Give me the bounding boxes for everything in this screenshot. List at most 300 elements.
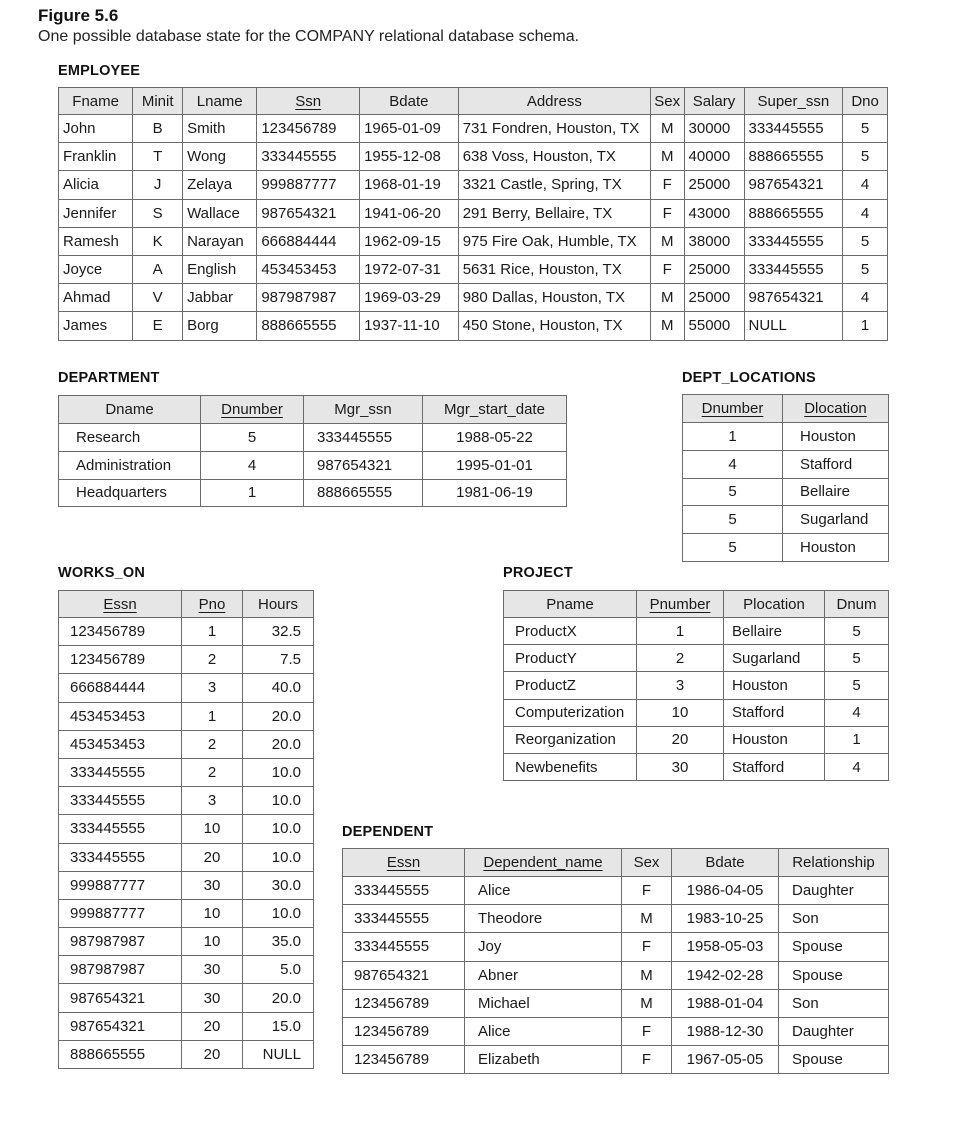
table-row: [59, 1012, 314, 1040]
table-cell: 1986-04-05: [672, 877, 779, 905]
table-cell: Spouse: [779, 961, 889, 989]
table-cell: NULL: [243, 1040, 314, 1068]
table-cell: V: [133, 284, 183, 312]
department-table: [58, 395, 567, 507]
table-cell: 5: [201, 424, 304, 452]
table-row: [59, 312, 888, 340]
figure-title: Figure 5.6: [38, 6, 119, 25]
table-cell: 453453453: [59, 730, 182, 758]
table-cell: 10.0: [243, 787, 314, 815]
dependent-col-sex: Sex: [622, 849, 672, 877]
table-cell: 2: [637, 645, 724, 672]
table-cell: 2: [182, 758, 243, 786]
table-cell: 35.0: [243, 928, 314, 956]
table-cell: Stafford: [724, 753, 825, 780]
employee-col-super-ssn: Super_ssn: [744, 88, 843, 115]
project-col-pnumber: Pnumber: [637, 591, 724, 618]
table-cell: 10: [182, 928, 243, 956]
table-cell: 987987987: [59, 956, 182, 984]
table-cell: 1967-05-05: [672, 1046, 779, 1074]
table-cell: F: [622, 933, 672, 961]
department-col-dname: Dname: [59, 396, 201, 424]
table-cell: 5: [825, 672, 889, 699]
employee-col-salary: Salary: [684, 88, 744, 115]
table-cell: 2: [182, 730, 243, 758]
employee-body: [59, 115, 888, 341]
table-row: [59, 171, 888, 199]
table-cell: 25000: [684, 171, 744, 199]
project-col-pname: Pname: [504, 591, 637, 618]
department-table-name: DEPARTMENT: [58, 370, 160, 386]
table-cell: 1962-09-15: [360, 227, 459, 255]
table-cell: 1983-10-25: [672, 905, 779, 933]
employee-col-ssn: Ssn: [257, 88, 360, 115]
table-row: [59, 115, 888, 143]
table-row: [59, 618, 314, 646]
table-cell: M: [650, 284, 684, 312]
table-cell: NULL: [744, 312, 843, 340]
table-cell: 3: [182, 674, 243, 702]
table-row: [59, 871, 314, 899]
table-cell: 55000: [684, 312, 744, 340]
table-cell: 1995-01-01: [423, 451, 567, 479]
table-cell: Franklin: [59, 143, 133, 171]
table-cell: 333445555: [343, 905, 465, 933]
table-cell: 40.0: [243, 674, 314, 702]
table-cell: 1965-01-09: [360, 115, 459, 143]
table-cell: 888665555: [59, 1040, 182, 1068]
table-cell: Administration: [59, 451, 201, 479]
table-cell: 666884444: [59, 674, 182, 702]
table-cell: Spouse: [779, 933, 889, 961]
table-cell: 1: [825, 726, 889, 753]
table-cell: Joyce: [59, 255, 133, 283]
table-cell: 3321 Castle, Spring, TX: [458, 171, 650, 199]
table-row: [343, 905, 889, 933]
table-cell: 20: [182, 1012, 243, 1040]
table-row: [59, 1040, 314, 1068]
department-col-mgr-ssn: Mgr_ssn: [304, 396, 423, 424]
table-cell: 999887777: [257, 171, 360, 199]
table-cell: English: [183, 255, 257, 283]
table-cell: 123456789: [59, 646, 182, 674]
table-row: [343, 1017, 889, 1045]
table-cell: Abner: [465, 961, 622, 989]
table-cell: M: [622, 989, 672, 1017]
table-cell: 987654321: [257, 199, 360, 227]
dept-locations-col-dnumber: Dnumber: [683, 395, 783, 423]
dependent-col-bdate: Bdate: [672, 849, 779, 877]
table-cell: 25000: [684, 255, 744, 283]
table-cell: Houston: [783, 534, 889, 562]
table-cell: F: [622, 1046, 672, 1074]
table-cell: 888665555: [304, 479, 423, 507]
table-row: [59, 284, 888, 312]
works-on-body: [59, 618, 314, 1069]
table-cell: Houston: [724, 726, 825, 753]
table-cell: 30: [182, 956, 243, 984]
dependent-col-relationship: Relationship: [779, 849, 889, 877]
table-cell: 5: [843, 255, 888, 283]
table-cell: 333445555: [257, 143, 360, 171]
table-row: [59, 674, 314, 702]
table-cell: F: [650, 255, 684, 283]
table-cell: 10.0: [243, 815, 314, 843]
table-cell: 999887777: [59, 871, 182, 899]
table-cell: M: [622, 905, 672, 933]
table-cell: K: [133, 227, 183, 255]
table-row: [59, 815, 314, 843]
table-cell: 5: [683, 534, 783, 562]
table-cell: 5: [843, 115, 888, 143]
table-cell: 25000: [684, 284, 744, 312]
table-row: [59, 451, 567, 479]
table-cell: 333445555: [343, 877, 465, 905]
table-row: [343, 877, 889, 905]
table-cell: 333445555: [744, 115, 843, 143]
table-cell: 5: [683, 478, 783, 506]
table-cell: Alicia: [59, 171, 133, 199]
table-row: [504, 645, 889, 672]
table-cell: 638 Voss, Houston, TX: [458, 143, 650, 171]
table-row: [683, 478, 889, 506]
table-row: [59, 730, 314, 758]
table-cell: Bellaire: [724, 618, 825, 645]
employee-col-lname: Lname: [183, 88, 257, 115]
table-cell: 453453453: [257, 255, 360, 283]
table-cell: Alice: [465, 1017, 622, 1045]
table-cell: 1955-12-08: [360, 143, 459, 171]
table-cell: Spouse: [779, 1046, 889, 1074]
table-cell: 1942-02-28: [672, 961, 779, 989]
dependent-col-dependent-name: Dependent_name: [465, 849, 622, 877]
table-cell: S: [133, 199, 183, 227]
project-body: [504, 618, 889, 781]
table-cell: F: [622, 877, 672, 905]
table-cell: 4: [843, 171, 888, 199]
table-row: [343, 989, 889, 1017]
table-cell: 1968-01-19: [360, 171, 459, 199]
table-cell: 888665555: [257, 312, 360, 340]
table-cell: James: [59, 312, 133, 340]
employee-table: [58, 87, 888, 341]
table-cell: 888665555: [744, 199, 843, 227]
table-row: [343, 961, 889, 989]
table-row: [343, 1046, 889, 1074]
works-on-col-hours: Hours: [243, 591, 314, 618]
table-cell: Zelaya: [183, 171, 257, 199]
table-cell: 1937-11-10: [360, 312, 459, 340]
table-cell: 987654321: [304, 451, 423, 479]
table-cell: Houston: [724, 672, 825, 699]
table-cell: 43000: [684, 199, 744, 227]
table-cell: Wallace: [183, 199, 257, 227]
figure-caption: One possible database state for the COMPANY relational database schema.: [38, 28, 580, 45]
table-cell: 1972-07-31: [360, 255, 459, 283]
table-row: [683, 506, 889, 534]
table-row: [504, 726, 889, 753]
table-cell: 20.0: [243, 730, 314, 758]
table-cell: 3: [637, 672, 724, 699]
table-cell: 1969-03-29: [360, 284, 459, 312]
employee-col-bdate: Bdate: [360, 88, 459, 115]
table-cell: 5: [683, 506, 783, 534]
table-cell: 10.0: [243, 758, 314, 786]
table-cell: Sugarland: [783, 506, 889, 534]
table-cell: 666884444: [257, 227, 360, 255]
table-cell: Alice: [465, 877, 622, 905]
table-cell: Jabbar: [183, 284, 257, 312]
table-row: [504, 699, 889, 726]
table-cell: Smith: [183, 115, 257, 143]
table-cell: 987654321: [744, 171, 843, 199]
table-row: [59, 702, 314, 730]
table-row: [59, 199, 888, 227]
dept-locations-body: [683, 423, 889, 562]
table-cell: M: [650, 312, 684, 340]
table-cell: 40000: [684, 143, 744, 171]
table-cell: 980 Dallas, Houston, TX: [458, 284, 650, 312]
table-cell: 333445555: [744, 255, 843, 283]
table-cell: 10.0: [243, 843, 314, 871]
table-row: [683, 450, 889, 478]
table-cell: 30: [182, 984, 243, 1012]
dependent-header: [343, 849, 889, 877]
table-cell: F: [650, 199, 684, 227]
table-cell: 5: [843, 227, 888, 255]
table-row: [59, 928, 314, 956]
table-cell: 30: [182, 871, 243, 899]
table-cell: Theodore: [465, 905, 622, 933]
dept-locations-table-name: DEPT_LOCATIONS: [682, 370, 816, 386]
table-cell: Narayan: [183, 227, 257, 255]
table-cell: J: [133, 171, 183, 199]
table-cell: Ahmad: [59, 284, 133, 312]
table-cell: 1: [683, 423, 783, 451]
table-cell: 999887777: [59, 899, 182, 927]
works-on-header: [59, 591, 314, 618]
table-cell: F: [650, 171, 684, 199]
employee-col-sex: Sex: [650, 88, 684, 115]
table-cell: Son: [779, 989, 889, 1017]
table-cell: 4: [825, 753, 889, 780]
works-on-col-essn: Essn: [59, 591, 182, 618]
employee-col-fname: Fname: [59, 88, 133, 115]
table-cell: E: [133, 312, 183, 340]
table-cell: 4: [843, 284, 888, 312]
table-cell: Headquarters: [59, 479, 201, 507]
table-cell: Daughter: [779, 877, 889, 905]
table-cell: 20: [182, 1040, 243, 1068]
table-cell: 291 Berry, Bellaire, TX: [458, 199, 650, 227]
table-cell: Wong: [183, 143, 257, 171]
table-cell: 5: [843, 143, 888, 171]
dependent-table-name: DEPENDENT: [342, 824, 434, 840]
table-cell: Reorganization: [504, 726, 637, 753]
department-col-mgr-start-date: Mgr_start_date: [423, 396, 567, 424]
table-cell: 987654321: [59, 1012, 182, 1040]
table-row: [504, 753, 889, 780]
table-cell: M: [622, 961, 672, 989]
table-cell: Stafford: [783, 450, 889, 478]
employee-header: [59, 88, 888, 115]
table-row: [59, 843, 314, 871]
table-cell: 3: [182, 787, 243, 815]
works-on-table-name: WORKS_ON: [58, 565, 145, 581]
table-cell: 5.0: [243, 956, 314, 984]
dept-locations-col-dlocation: Dlocation: [783, 395, 889, 423]
table-cell: 450 Stone, Houston, TX: [458, 312, 650, 340]
table-cell: 987987987: [59, 928, 182, 956]
table-cell: 1: [843, 312, 888, 340]
table-row: [504, 672, 889, 699]
table-row: [59, 956, 314, 984]
table-cell: 1: [201, 479, 304, 507]
table-cell: 123456789: [59, 618, 182, 646]
table-cell: 10: [637, 699, 724, 726]
project-header: [504, 591, 889, 618]
table-cell: Computerization: [504, 699, 637, 726]
employee-col-minit: Minit: [133, 88, 183, 115]
table-row: [59, 646, 314, 674]
table-cell: 7.5: [243, 646, 314, 674]
table-cell: Son: [779, 905, 889, 933]
department-col-dnumber: Dnumber: [201, 396, 304, 424]
dept-locations-table: [682, 394, 889, 562]
table-cell: Daughter: [779, 1017, 889, 1045]
table-cell: 4: [201, 451, 304, 479]
table-row: [59, 899, 314, 927]
table-cell: 30000: [684, 115, 744, 143]
table-cell: ProductZ: [504, 672, 637, 699]
table-cell: 1: [182, 618, 243, 646]
table-cell: 4: [843, 199, 888, 227]
table-cell: B: [133, 115, 183, 143]
table-cell: 333445555: [59, 758, 182, 786]
table-cell: 5: [825, 618, 889, 645]
table-cell: 1: [637, 618, 724, 645]
table-cell: ProductY: [504, 645, 637, 672]
works-on-col-pno: Pno: [182, 591, 243, 618]
table-cell: 2: [182, 646, 243, 674]
table-cell: 987654321: [343, 961, 465, 989]
table-cell: 20: [182, 843, 243, 871]
table-cell: 123456789: [257, 115, 360, 143]
table-cell: Houston: [783, 423, 889, 451]
table-cell: John: [59, 115, 133, 143]
table-cell: 10: [182, 815, 243, 843]
table-cell: 1941-06-20: [360, 199, 459, 227]
table-cell: Joy: [465, 933, 622, 961]
table-cell: 1: [182, 702, 243, 730]
table-cell: M: [650, 143, 684, 171]
table-row: [504, 618, 889, 645]
table-cell: 15.0: [243, 1012, 314, 1040]
employee-table-name: EMPLOYEE: [58, 63, 141, 79]
table-cell: Newbenefits: [504, 753, 637, 780]
table-cell: Bellaire: [783, 478, 889, 506]
department-header: [59, 396, 567, 424]
table-cell: T: [133, 143, 183, 171]
table-cell: 731 Fondren, Houston, TX: [458, 115, 650, 143]
dept-locations-header: [683, 395, 889, 423]
table-row: [59, 424, 567, 452]
table-cell: 1958-05-03: [672, 933, 779, 961]
department-body: [59, 424, 567, 507]
employee-col-address: Address: [458, 88, 650, 115]
table-cell: F: [622, 1017, 672, 1045]
table-row: [59, 758, 314, 786]
table-cell: A: [133, 255, 183, 283]
table-cell: 333445555: [59, 815, 182, 843]
table-cell: Sugarland: [724, 645, 825, 672]
table-cell: Ramesh: [59, 227, 133, 255]
table-row: [59, 984, 314, 1012]
table-cell: 32.5: [243, 618, 314, 646]
table-cell: M: [650, 115, 684, 143]
works-on-table: [58, 590, 314, 1069]
table-cell: 38000: [684, 227, 744, 255]
table-cell: 123456789: [343, 1017, 465, 1045]
table-cell: 333445555: [304, 424, 423, 452]
dependent-table: [342, 848, 889, 1074]
table-row: [59, 143, 888, 171]
table-cell: 987987987: [257, 284, 360, 312]
table-cell: 5: [825, 645, 889, 672]
table-cell: 5631 Rice, Houston, TX: [458, 255, 650, 283]
table-cell: 333445555: [744, 227, 843, 255]
table-cell: 20.0: [243, 702, 314, 730]
table-cell: 20.0: [243, 984, 314, 1012]
project-table: [503, 590, 889, 781]
table-cell: 333445555: [59, 787, 182, 815]
table-cell: 987654321: [59, 984, 182, 1012]
table-cell: 333445555: [59, 843, 182, 871]
table-cell: Borg: [183, 312, 257, 340]
dependent-body: [343, 877, 889, 1074]
employee-col-dno: Dno: [843, 88, 888, 115]
table-cell: 1988-01-04: [672, 989, 779, 1017]
table-cell: M: [650, 227, 684, 255]
table-cell: 453453453: [59, 702, 182, 730]
table-cell: Jennifer: [59, 199, 133, 227]
table-row: [59, 227, 888, 255]
table-cell: Michael: [465, 989, 622, 1017]
table-row: [683, 423, 889, 451]
table-row: [59, 787, 314, 815]
table-cell: Research: [59, 424, 201, 452]
dependent-col-essn: Essn: [343, 849, 465, 877]
project-col-plocation: Plocation: [724, 591, 825, 618]
table-cell: 888665555: [744, 143, 843, 171]
table-cell: 10: [182, 899, 243, 927]
project-col-dnum: Dnum: [825, 591, 889, 618]
table-row: [683, 534, 889, 562]
table-cell: 4: [825, 699, 889, 726]
table-cell: 975 Fire Oak, Humble, TX: [458, 227, 650, 255]
table-cell: 987654321: [744, 284, 843, 312]
table-cell: 123456789: [343, 989, 465, 1017]
table-row: [343, 933, 889, 961]
table-cell: 20: [637, 726, 724, 753]
table-row: [59, 479, 567, 507]
table-cell: 1988-12-30: [672, 1017, 779, 1045]
table-cell: 123456789: [343, 1046, 465, 1074]
table-cell: 4: [683, 450, 783, 478]
table-row: [59, 255, 888, 283]
table-cell: 30.0: [243, 871, 314, 899]
table-cell: 10.0: [243, 899, 314, 927]
